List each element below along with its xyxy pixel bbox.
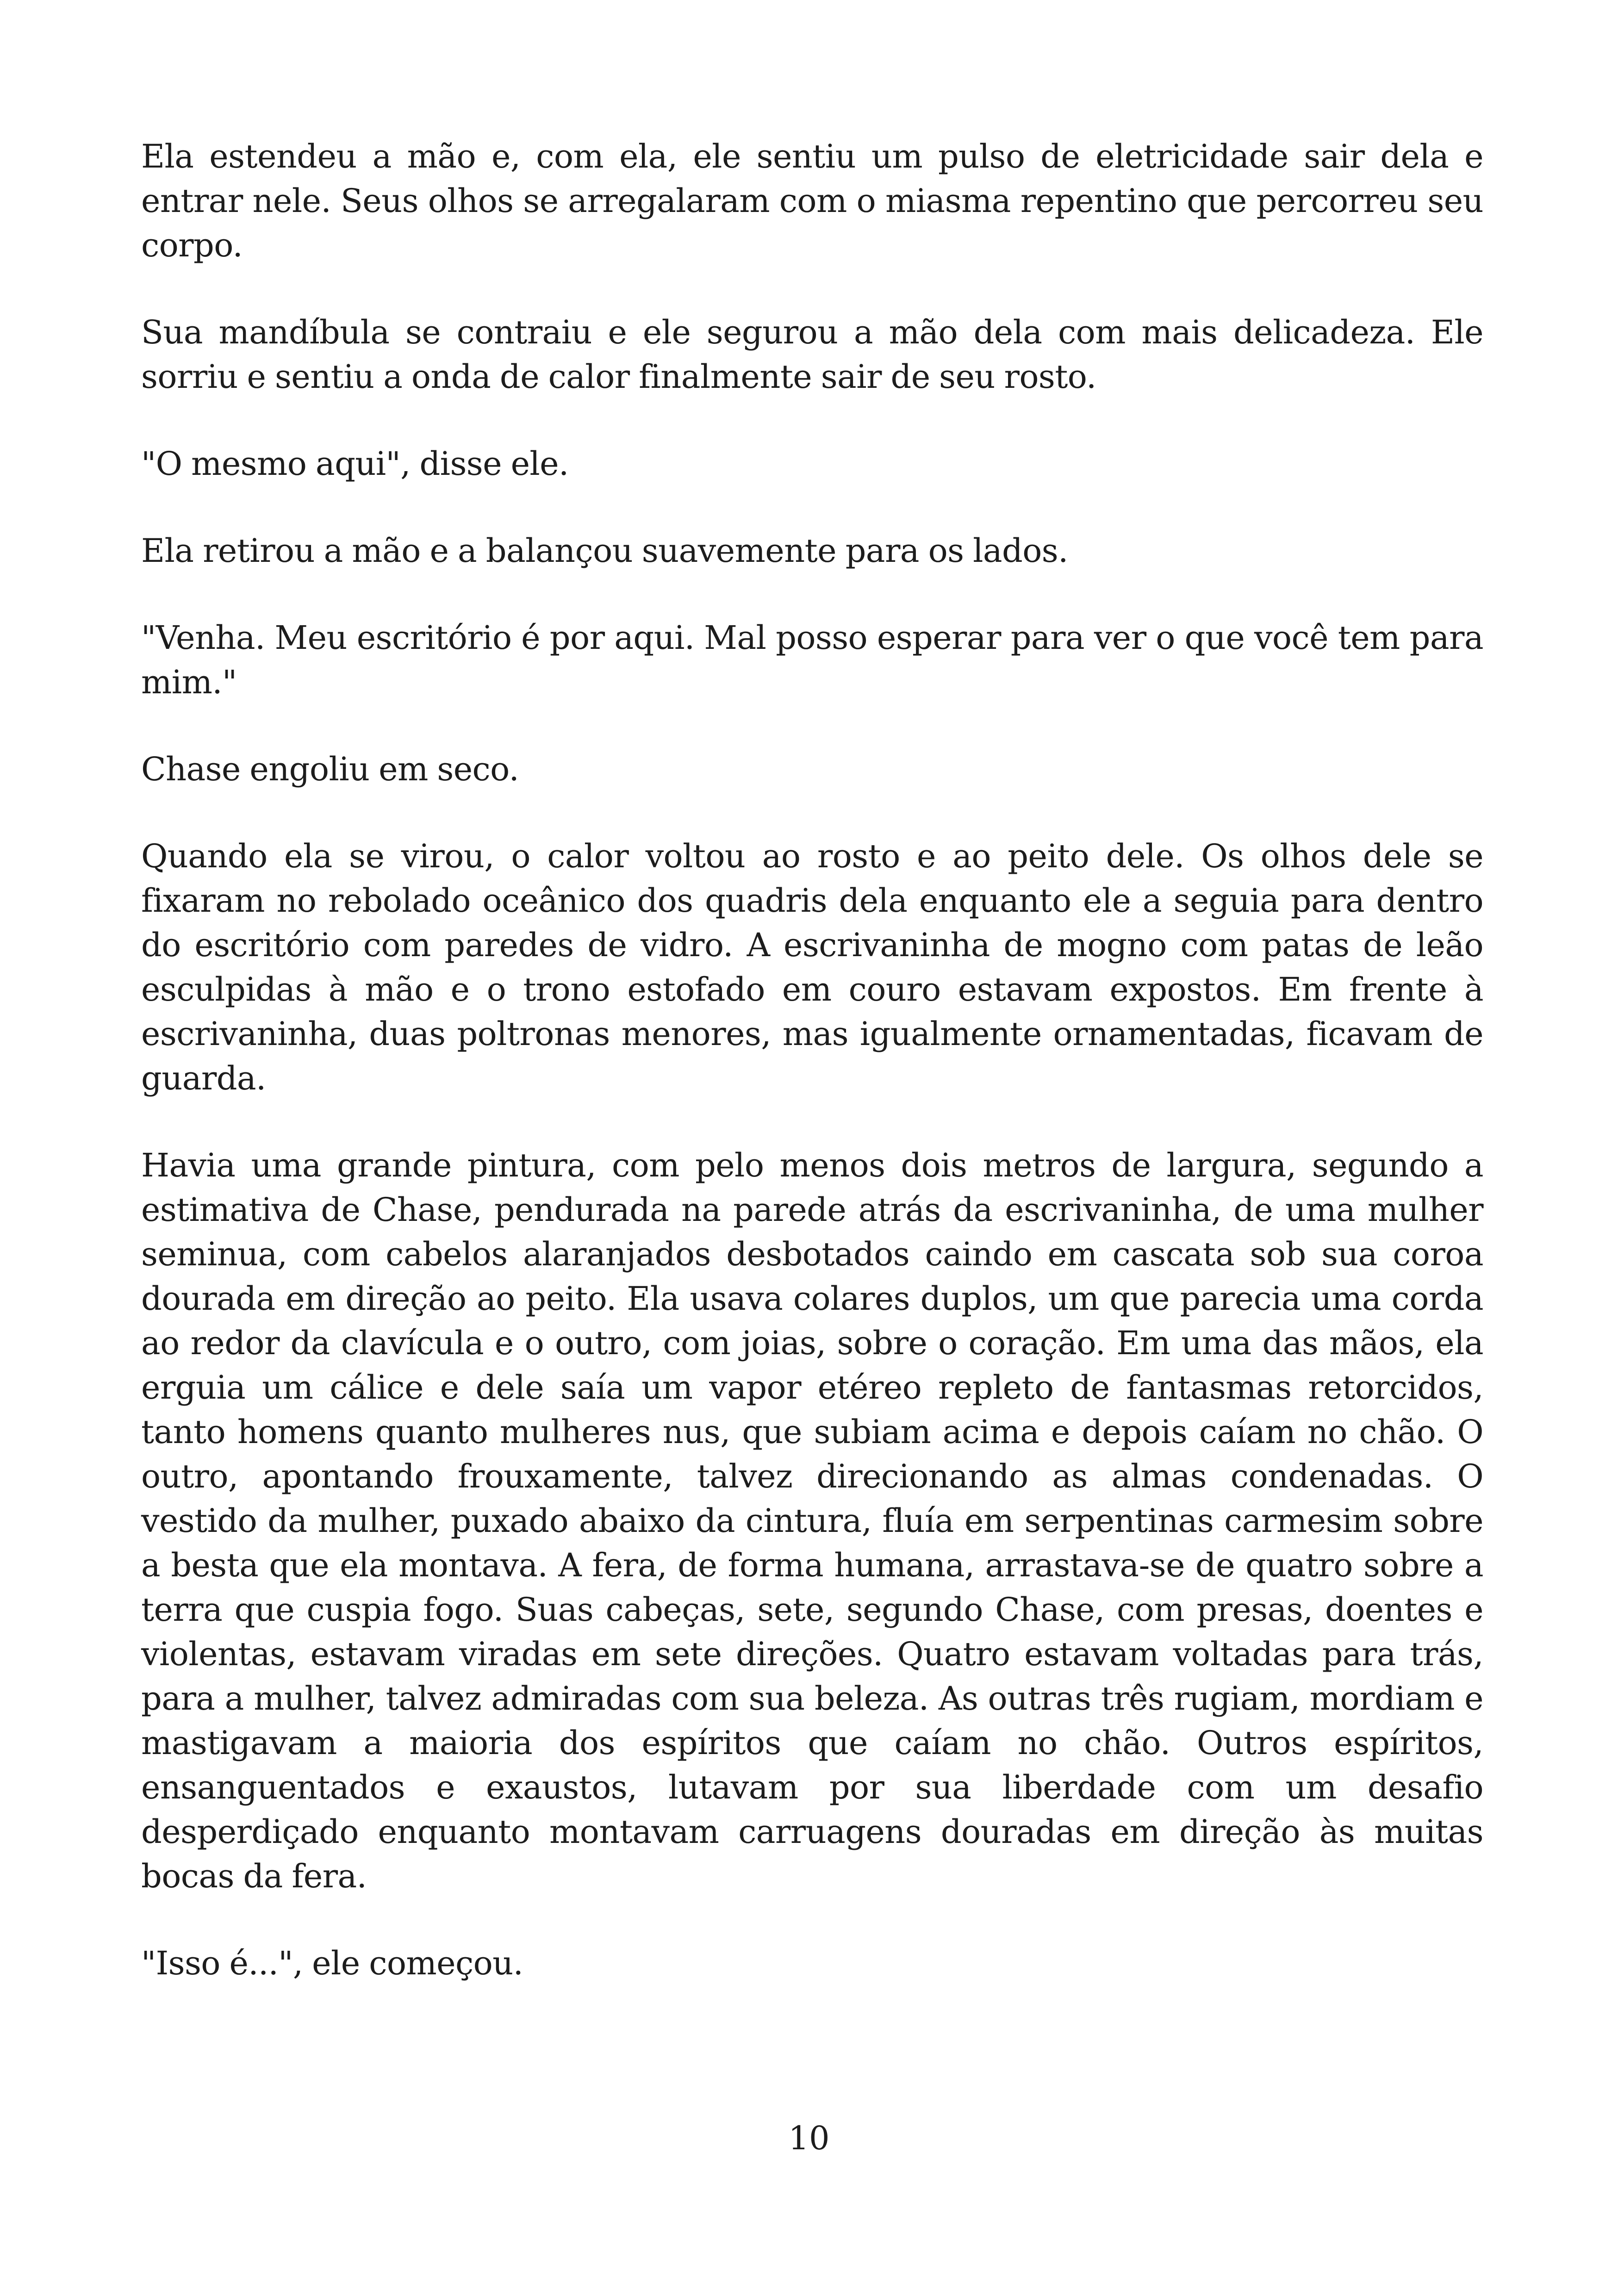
paragraph-9: "Isso é...", ele começou.	[141, 1944, 523, 1982]
paragraph-3: "O mesmo aqui", disse ele.	[141, 445, 569, 483]
paragraph-6: Chase engoliu em seco.	[141, 750, 519, 788]
paragraph-7: Quando ela se virou, o calor voltou ao rosto e ao peito dele. Os olhos dele se fixaram no rebolado oceânico dos quadris dela enquanto ele a seguia para dentro do escritório com paredes de vidro. A escrivaninha de mogno com patas de leão esculpidas à mão e o trono estofado em couro estavam expostos. Em frente à escrivaninha, duas poltronas menores, mas igualmente ornamentadas, ficavam de guarda.	[141, 837, 1483, 1097]
paragraph-5: "Venha. Meu escritório é por aqui. Mal posso esperar para ver o que você tem para mim."	[141, 619, 1483, 701]
page-number: 10	[788, 2119, 830, 2157]
paragraph-8: Havia uma grande pintura, com pelo menos dois metros de largura, segundo a estimativa de Chase, pendurada na parede atrás da escrivaninha, de uma mulher seminua, com cabelos alaranjados desbotados caindo em cascata sob sua coroa dourada em direção ao peito. Ela usava colares duplos, um que parecia uma corda ao redor da clavícula e o outro, com joias, sobre o coração. Em uma das mãos, ela erguia um cálice e dele saía um vapor etéreo repleto de fantasmas retorcidos, tanto homens quanto mulheres nus, que subiam acima e depois caíam no chão. O outro, apontando frouxamente, talvez direcionando as almas condenadas. O vestido da mulher, puxado abaixo da cintura, fluía em serpentinas carmesim sobre a besta que ela montava. A fera, de forma humana, arrastava-se de quatro sobre a terra que cuspia fogo. Suas cabeças, sete, segundo Chase, com presas, doentes e violentas, estavam viradas em sete direções. Quatro estavam voltadas para trás, para a mulher, talvez admiradas com sua beleza. As outras três rugiam, mordiam e mastigavam a maioria dos espíritos que caíam no chão. Outros espíritos, ensanguentados e exaustos, lutavam por sua liberdade com um desafio desperdiçado enquanto montavam carruagens douradas em direção às muitas bocas da fera.	[141, 1146, 1483, 1895]
document-body	[141, 134, 1483, 1985]
paragraph-2: Sua mandíbula se contraiu e ele segurou a mão dela com mais delicadeza. Ele sorriu e sentiu a onda de calor finalmente sair de seu rosto.	[141, 313, 1483, 396]
paragraph-1: Ela estendeu a mão e, com ela, ele sentiu um pulso de eletricidade sair dela e entrar nele. Seus olhos se arregalaram com o miasma repentino que percorreu seu corpo.	[141, 137, 1483, 264]
paragraph-4: Ela retirou a mão e a balançou suavemente para os lados.	[141, 532, 1068, 570]
